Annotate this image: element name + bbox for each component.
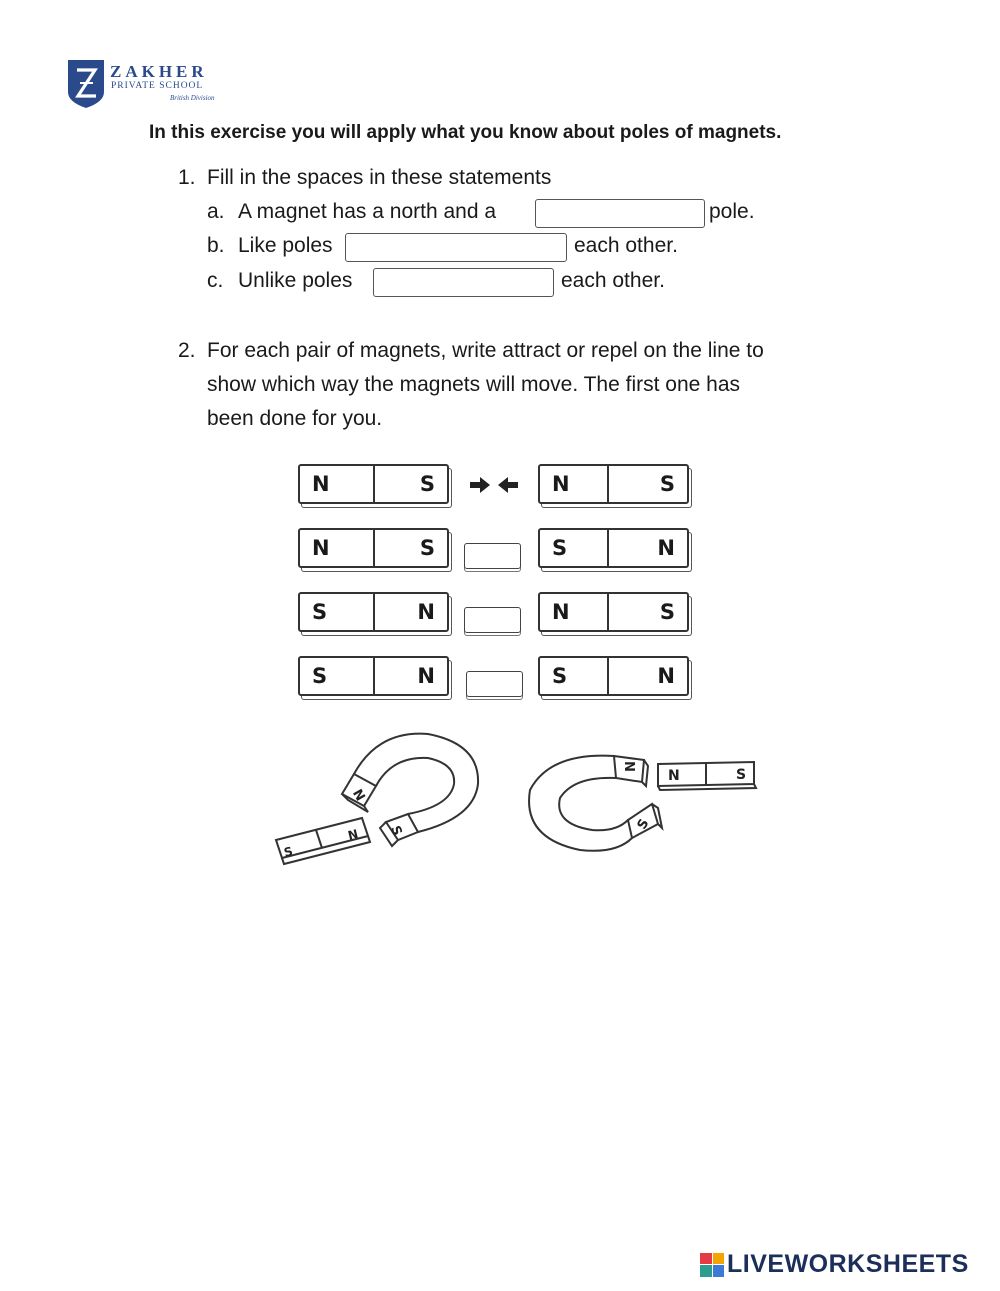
bar-magnet	[538, 528, 689, 568]
q1a-answer-field[interactable]	[535, 199, 705, 228]
pair-2-answer-field[interactable]	[464, 543, 521, 569]
pole-label: N	[349, 787, 368, 804]
pair-3-answer-field[interactable]	[464, 607, 521, 633]
q1a-text: A magnet has a north and a	[238, 200, 497, 223]
pole-label: N	[668, 768, 680, 784]
q2-number: 2.	[178, 339, 196, 362]
pair-4-answer-field[interactable]	[466, 671, 523, 697]
pole-label: S	[387, 823, 405, 838]
q2-line-3: been done for you.	[207, 407, 383, 430]
pole-label: N	[621, 761, 636, 772]
q1-number: 1.	[178, 166, 196, 189]
school-division: British Division	[170, 94, 215, 102]
pole-label: N	[300, 466, 375, 502]
pole-label: S	[540, 530, 609, 566]
horseshoe-magnet-illustration-1	[268, 722, 488, 872]
pole-label: S	[419, 536, 435, 560]
pole-label: S	[659, 472, 675, 496]
q1c-suffix: each other.	[561, 269, 665, 292]
brand-text: LIVEWORKSHEETS	[727, 1250, 969, 1278]
bar-magnet	[298, 528, 449, 568]
bar-magnet	[538, 464, 689, 504]
pole-label: N	[417, 664, 435, 688]
pole-label: N	[346, 826, 360, 843]
pole-label: N	[657, 664, 675, 688]
pole-label: S	[634, 816, 653, 833]
q1b-text: Like poles	[238, 234, 333, 257]
q1b-answer-field[interactable]	[345, 233, 567, 262]
bar-magnet	[298, 464, 449, 504]
bar-magnet	[298, 592, 449, 632]
school-name: ZAKHER	[110, 62, 208, 81]
pole-label: S	[300, 594, 375, 630]
pole-label: S	[659, 600, 675, 624]
pole-label: N	[300, 530, 375, 566]
q1c-label: c.	[207, 269, 224, 292]
pole-label: S	[300, 658, 375, 694]
pole-label: S	[540, 658, 609, 694]
pole-label: N	[540, 594, 609, 630]
attract-arrows-icon	[468, 474, 520, 496]
bar-magnet	[538, 592, 689, 632]
q1-prompt: Fill in the spaces in these statements	[207, 166, 552, 189]
pole-label: S	[282, 844, 295, 860]
q1a-suffix: pole.	[709, 200, 755, 223]
pole-label: S	[736, 767, 747, 783]
q1b-suffix: each other.	[574, 234, 678, 257]
pole-label: S	[419, 472, 435, 496]
liveworksheets-brand	[700, 1250, 969, 1279]
pole-label: N	[540, 466, 609, 502]
horseshoe-magnet-illustration-2	[520, 742, 790, 872]
pole-label: N	[417, 600, 435, 624]
q1c-text: Unlike poles	[238, 269, 353, 292]
bar-magnet	[298, 656, 449, 696]
liveworksheets-logo-icon	[700, 1253, 724, 1277]
q2-line-1: For each pair of magnets, write attract or repel on the line to	[207, 339, 764, 362]
school-subtitle: PRIVATE SCHOOL	[111, 81, 204, 91]
bar-magnet	[538, 656, 689, 696]
q1a-label: a.	[207, 200, 225, 223]
q1b-label: b.	[207, 234, 225, 257]
q2-line-2: show which way the magnets will move. The first one has	[207, 373, 741, 396]
pole-label: N	[657, 536, 675, 560]
exercise-intro: In this exercise you will apply what you know about poles of magnets.	[149, 122, 782, 143]
q1c-answer-field[interactable]	[373, 268, 554, 297]
school-logo-icon	[66, 58, 106, 110]
